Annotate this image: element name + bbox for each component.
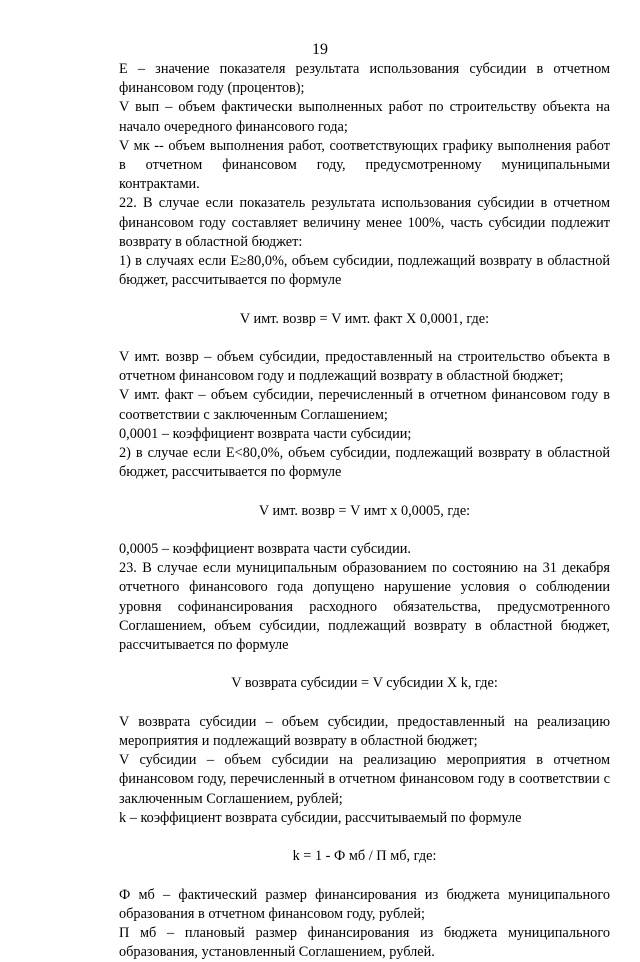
formula-1: V имт. возвр = V имт. факт Х 0,0001, где:: [239, 310, 490, 327]
paragraph-coefficient-0001: 0,0001 – коэффициент возврата части субсидии;: [119, 425, 412, 442]
paragraph-clause-23: 23. В случае если муниципальным образованием по состоянию на 31 декабря отчетного финансового года допущено нарушение условия о соблюдении уровня софинансирования расходного обязательства, предусмотренного Соглашением, объем субсидии, подлежащий возврату в областной бюджет, рассчитывается по формуле: [119, 560, 610, 654]
document-body: [119, 60, 610, 962]
paragraph-k-definition: k – коэффициент возврата субсидии, рассчитываемый по формуле: [119, 809, 522, 826]
paragraph-v-mk-definition: V мк -- объем выполнения работ, соответствующих графику выполнения работ в отчетном финансовом году, предусмотренному муниципальными контрактами.: [119, 137, 610, 193]
paragraph-coefficient-0005: 0,0005 – коэффициент возврата части субсидии.: [119, 541, 411, 558]
paragraph-v-vozvrata-definition: V возврата субсидии – объем субсидии, предоставленный на реализацию мероприятия и подлежащий возврату в областной бюджет;: [119, 713, 610, 750]
paragraph-f-mb-definition: Ф мб – фактический размер финансирования из бюджета муниципального образования в отчетном финансовом году, рублей;: [119, 886, 610, 922]
paragraph-p-mb-definition: П мб – плановый размер финансирования из бюджета муниципального образования, установленный Соглашением, рублей.: [119, 925, 610, 961]
paragraph-v-imt-fakt-definition: V имт. факт – объем субсидии, перечисленный в отчетном финансовом году в соответствии с заключенным Соглашением;: [119, 387, 610, 423]
paragraph-e-definition: Е – значение показателя результата использования субсидии в отчетном финансовом году (процентов);: [119, 61, 610, 97]
paragraph-v-subsidii-definition: V субсидии – объем субсидии на реализацию мероприятия в отчетном финансовом году, перечисленный в отчетном финансовом году в соответствии с заключенным Соглашением, рублей;: [119, 752, 610, 807]
paragraph-clause-22-item-1: 1) в случаях если Е≥80,0%, объем субсидии, подлежащий возврату в областной бюджет, рассчитывается по формуле: [119, 253, 610, 289]
paragraph-v-vyp-definition: V вып – объем фактически выполненных работ по строительству объекта на начало очередного финансового года;: [119, 99, 610, 135]
paragraph-v-imt-vozvr-definition: V имт. возвр – объем субсидии, предоставленный на строительство объекта в отчетном финансовом году и подлежащий возврату в областной бюджет;: [119, 349, 610, 385]
formula-2: V имт. возвр = V имт х 0,0005, где:: [258, 502, 471, 519]
page-number: 19: [312, 41, 328, 58]
formula-4: k = 1 - Ф мб / П мб, где:: [292, 848, 437, 865]
formula-3: V возврата субсидии = V субсидии Х k, где:: [231, 675, 498, 692]
paragraph-clause-22: 22. В случае если показатель результата использования субсидии в отчетном финансовом году составляет величину менее 100%, часть субсидии подлежит возврату в областной бюджет:: [119, 195, 610, 250]
paragraph-clause-22-item-2: 2) в случае если Е<80,0%, объем субсидии, подлежащий возврату в областной бюджет, рассчитывается по формуле: [119, 445, 610, 481]
